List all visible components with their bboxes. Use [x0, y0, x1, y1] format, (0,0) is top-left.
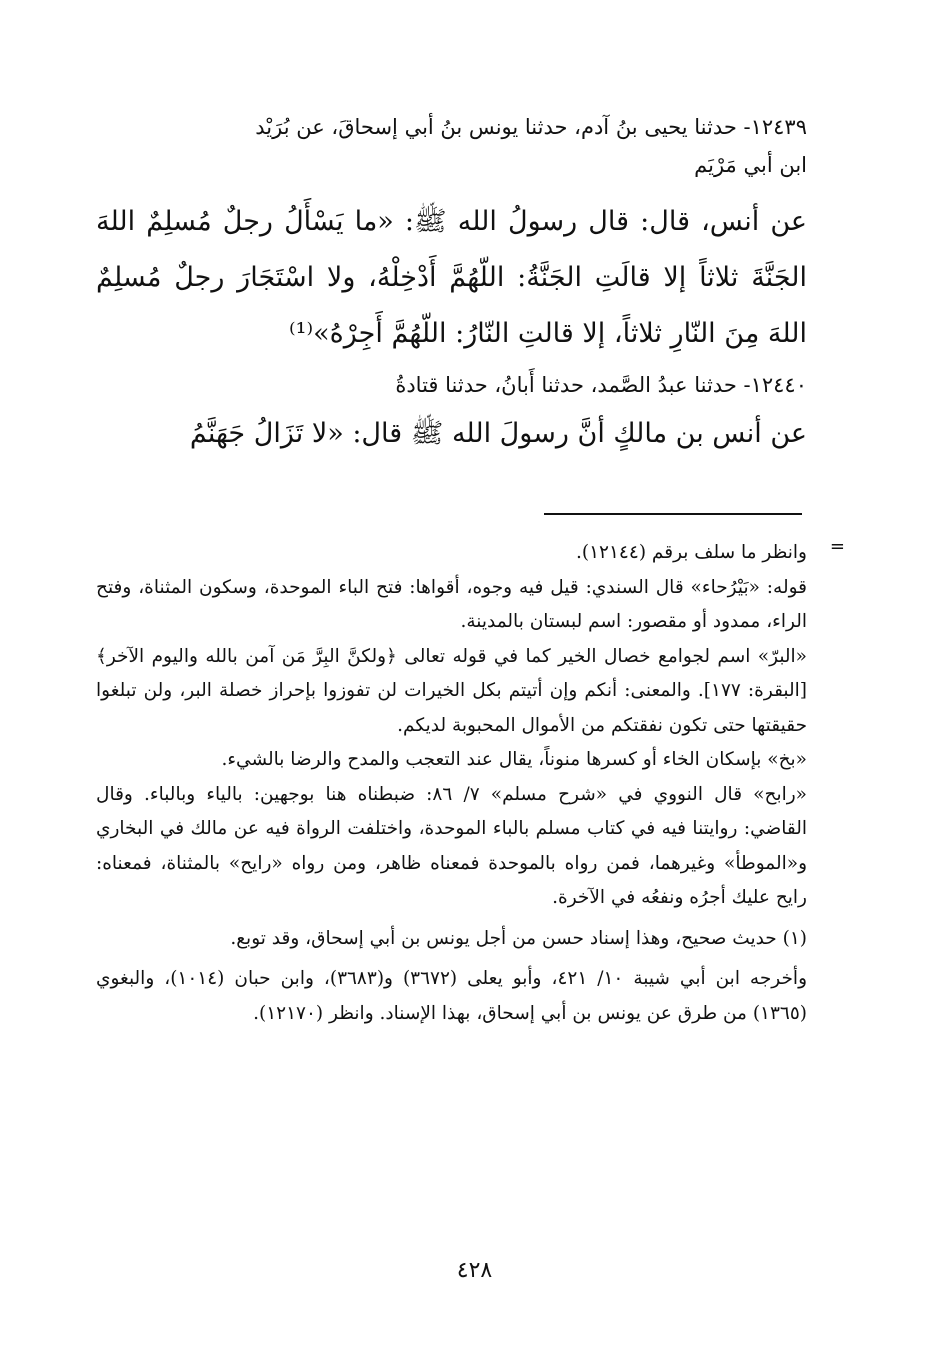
hadith-12439-isnad-line-1: ١٢٤٣٩- حدثنا يحيى بنُ آدم، حدثنا يونس بنُ أبي إسحاقَ، عن بُرَيْد — [255, 115, 807, 139]
footnote-continuation-text: وانظر ما سلف برقم (١٢١٤٤). — [576, 542, 807, 563]
footnote-birr: «البرّ» اسم لجوامع خصال الخير كما في قوله تعالى ﴿ولكنَّ البِرَّ مَن آمن بالله واليوم الآخر﴾ [البقرة: ١٧٧]. والمعنى: أنكم وإن أتيتم بكل الخيرات لن تفوزوا بإحراز خصلة البر، ولن تبلغوا حقيقتها حتى تكون نفقتكم من الأموال المحبوبة لديكم. — [96, 645, 808, 736]
footnote-bayruha: قوله: «بَيْرُحاء» قال السندي: قيل فيه وجوه، أقواها: فتح الباء الموحدة، وسكون المثناة، وفتح الراء، ممدود أو مقصور: اسم لبستان بالمدينة. — [96, 576, 807, 632]
footnotes-section — [96, 536, 845, 1031]
hadith-12440-matn: عن أنس بن مالكٍ أنَّ رسولَ الله ﷺ قال: «لا تَزَالُ جَهَنَّمُ — [189, 418, 807, 449]
footnote-1: (١) حديث صحيح، وهذا إسناد حسن من أجل يونس بن أبي إسحاق، وقد توبع. — [230, 927, 807, 949]
footnote-1-takhrij: وأخرجه ابن أبي شيبة ١٠/ ٤٢١، وأبو يعلى (٣٦٧٢) و(٣٦٨٣)، وابن حبان (١٠١٤)، والبغوي (١٣٦٥) من طرق عن يونس بن أبي إسحاق، بهذا الإسناد. وانظر (١٢١٧٠). — [96, 968, 808, 1024]
continuation-mark: = — [829, 536, 845, 557]
hadith-12440-isnad: ١٢٤٤٠- حدثنا عبدُ الصَّمد، حدثنا أَبانُ، حدثنا قتادةُ — [395, 373, 807, 397]
footnote-rabih: «رابح» قال النووي في «شرح مسلم» ٧/ ٨٦: ضبطناه هنا بوجهين: بالياء وبالباء. وقال القاضي: روايتنا فيه في كتاب مسلم بالباء الموحدة، واختلفت الرواة فيه عن مالك في البخاري و«الموطأ» وغيرهما، فمن رواه بالموحدة فمعناه ظاهر، ومن رواه «رايح» بالمثناة، فمعناه: رايح عليك أجرُه ونفعُه في الآخرة. — [96, 783, 807, 908]
footnote-bakh: «بخ» بإسكان الخاء أو كسرها منوناً، يقال عند التعجب والمدح والرضا بالشيء. — [221, 749, 807, 770]
footnote-continuation — [96, 536, 845, 571]
footnote-separator — [544, 513, 802, 515]
hadith-12439-matn: عن أنس، قال: قال رسولُ الله ﷺ: «ما يَسْأَلُ رجلٌ مُسلِمٌ اللهَ الجَنَّةَ ثلاثاً إلا قالَتِ الجَنَّةُ: اللّهُمَّ أَدْخِلْهُ، ولا اسْتَجَارَ رجلٌ مُسلِمٌ اللهَ مِنَ النّارِ ثلاثاً، إلا قالتِ النّارُ: اللّهُمَّ أَجِرْهُ»⁽¹⁾ — [96, 206, 807, 349]
page-number: ٤٢٨ — [456, 1258, 493, 1283]
hadith-12439-isnad-line-2: ابن أبي مَرْيَم — [694, 153, 807, 177]
